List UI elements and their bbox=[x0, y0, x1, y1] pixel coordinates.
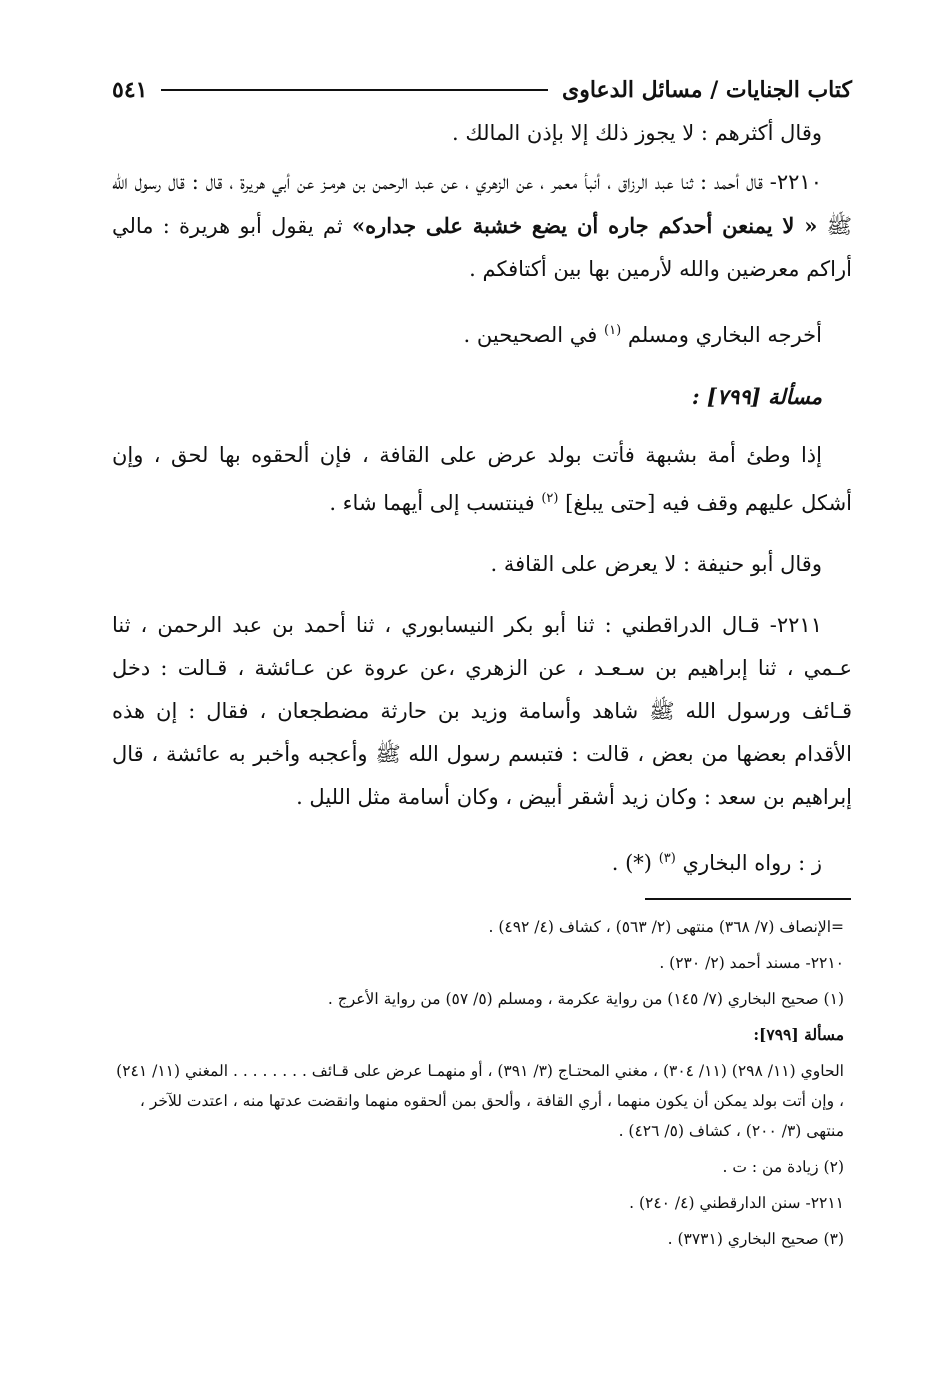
bukhari-narration bbox=[112, 837, 852, 885]
footnote-separator bbox=[645, 898, 851, 900]
footnote-ref-1: (١) bbox=[604, 323, 622, 338]
hadith-2211: ٢٢١١- قـال الدراقطني : ثنا أبو بكر النيسابوري ، ثنا أحمد بن عبد الرحمن ، ثنا عـمي ، ثنا إبراهيم بن سـعـد ، عن الزهري ،عن عروة عن عـائشة ، قـالت : دخل قـائف ورسول الله ﷺ شاهد وأسامة وزيد بن حارثة مضطجعان ، فقال : إن هذه الأقدام بعضها من بعض ، قالت : فتبسم رسول الله ﷺ وأعجبه وأخبر به عائشة ، قال إبراهيم بن سعد : وكان زيد أشقر أبيض ، وكان أسامة مثل الليل . bbox=[112, 613, 852, 809]
footnote-1: (١) صحيح البخاري (٧/ ١٤٥) من رواية عكرمة ، ومسلم (٥/ ٥٧) من رواية الأعرج . bbox=[327, 990, 844, 1008]
narration-marker: (*) . bbox=[611, 851, 653, 875]
chapter-title: كتاب الجنايات / مسائل الدعاوى bbox=[561, 77, 852, 103]
footnote-3: (٣) صحيح البخاري (٣٧٣١) . bbox=[667, 1230, 844, 1248]
issue-heading: مسألة [٧٩٩] : bbox=[691, 384, 822, 409]
footnote-2211: ٢٢١١- سنن الدارقطني (٤/ ٢٤٠) . bbox=[629, 1194, 844, 1212]
footnote-2: (٢) زيادة من : ت . bbox=[722, 1158, 844, 1176]
header-rule bbox=[161, 89, 548, 91]
issue-statement bbox=[112, 434, 852, 525]
takhrij-paragraph bbox=[112, 309, 852, 357]
issue-statement-text: إذا وطئ أمة بشبهة فأتت بولد عرض على القافة ، فإن ألحقوه بها لحق ، وإن أشكل عليهم وقف فيه [حتى يبلغ] bbox=[112, 443, 852, 515]
paragraph-majority-opinion: وقال أكثرهم : لا يجوز ذلك إلا بإذن المالك . bbox=[452, 121, 822, 145]
footnote-issue-sources: الحاوي (١١/ ٢٩٨) (١١/ ٣٠٤) ، مغني المحتـاج (٣/ ٣٩١) ، أو منهمـا عرض على قـائف . . . . . . . . المغني (١١/ ٢٤١) ، وإن أتت بولد يمكن أن يكون منهما ، أري القافة ، وألحق بمن ألحقوه منهما وانقضت عدتها منه ، اعتدت للآخر ، منتهى (٣/ ٢٠٠) ، كشاف (٥/ ٤٢٦) . bbox=[116, 1062, 844, 1140]
takhrij-text-end: في الصحيحين . bbox=[463, 323, 598, 347]
hadith-2210 bbox=[112, 161, 852, 291]
hadith-2210-chain: ٢٢١٠- قال أحمد : ثنا عبد الرزاق ، أنبأ معمر ، عن الزهري ، عن عبد الرحمن بن هرمـز عن أبي هريرة ، قال : قال رسول الله ﷺ bbox=[112, 170, 852, 238]
hadith-2210-comment: ثم يقول أبو هريرة : مالي أراكم معرضين والله لأرمين بها بين أكتافكم . bbox=[112, 214, 852, 281]
footnotes bbox=[110, 912, 852, 1260]
footnote-issue-heading: مسألة [٧٩٩]: bbox=[753, 1025, 844, 1044]
takhrij-text: أخرجه البخاري ومسلم bbox=[627, 323, 822, 347]
issue-statement-end: فينتسب إلى أيهما شاء . bbox=[329, 491, 535, 515]
abu-hanifa-opinion: وقال أبو حنيفة : لا يعرض على القافة . bbox=[490, 552, 822, 576]
running-header bbox=[112, 70, 852, 110]
page-number: ٥٤١ bbox=[112, 77, 148, 103]
footnote-ref-2: (٢) bbox=[541, 491, 559, 506]
footnote-2210: ٢٢١٠- مسند أحمد (٢/ ٢٣٠) . bbox=[659, 954, 844, 972]
hadith-2210-text: « لا يمنعن أحدكم جاره أن يضع خشبة على جداره» bbox=[351, 213, 818, 238]
narration-text: ز : رواه البخاري bbox=[682, 851, 822, 875]
main-text bbox=[112, 112, 852, 903]
footnote-ref-3: (٣) bbox=[658, 851, 676, 866]
footnote-continuation: =الإنصاف (٧/ ٣٦٨) منتهى (٢/ ٥٦٣) ، كشاف (٤/ ٤٩٢) . bbox=[488, 918, 844, 936]
